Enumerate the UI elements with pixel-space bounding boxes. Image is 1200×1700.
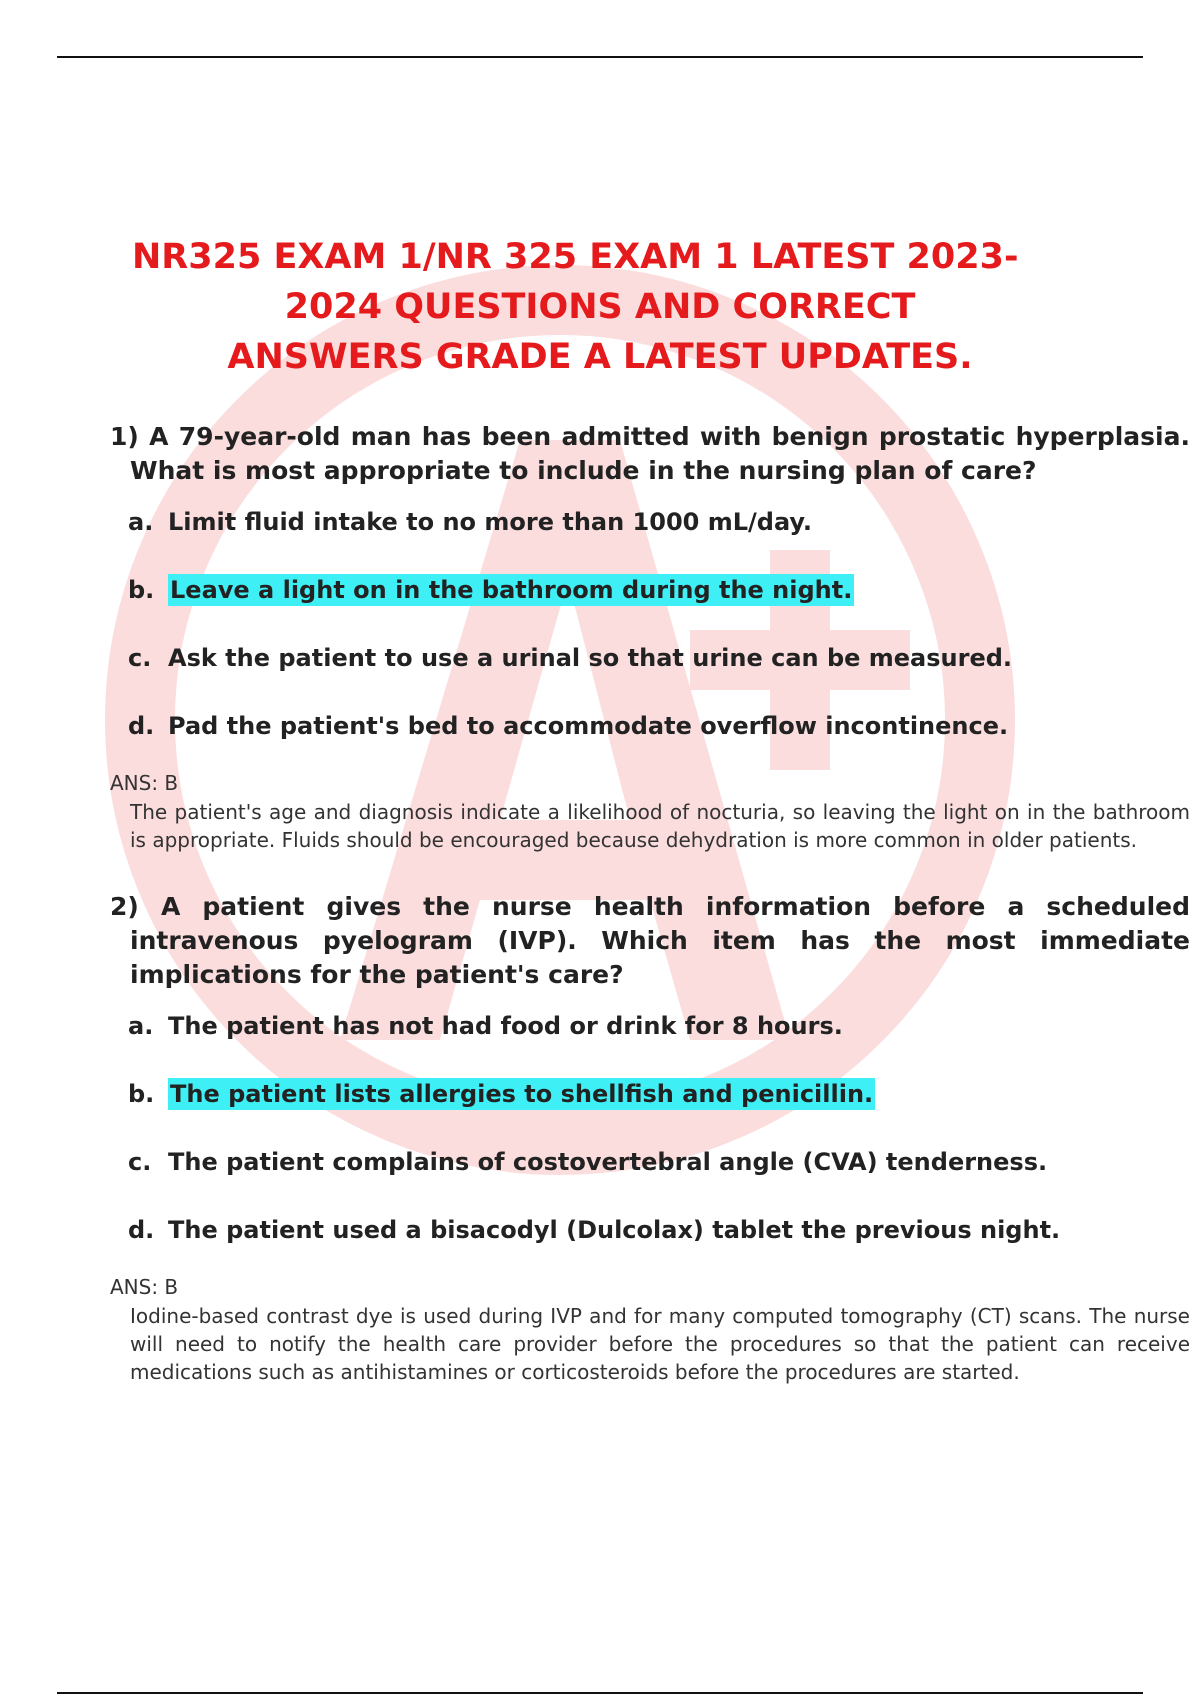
option-letter: b.	[128, 1080, 155, 1108]
answer-options	[110, 1010, 1190, 1246]
answer-option	[128, 642, 1190, 674]
answer-option	[128, 1010, 1190, 1042]
title-line: ANSWERS GRADE A LATEST UPDATES.	[227, 337, 973, 377]
option-text: The patient has not had food or drink for 8 hours.	[168, 1012, 843, 1040]
question-stem: A patient gives the nurse health information before a scheduled intravenous pyelogram (IVP). Which item has the most immediate implications for the patient's care?	[130, 892, 1190, 989]
option-text: Ask the patient to use a urinal so that urine can be measured.	[168, 644, 1013, 672]
option-letter: c.	[128, 1148, 152, 1176]
question-block	[110, 890, 1190, 1386]
option-letter: d.	[128, 712, 155, 740]
option-text: Pad the patient's bed to accommodate overflow incontinence.	[168, 712, 1009, 740]
top-rule	[57, 56, 1143, 58]
option-letter: a.	[128, 1012, 154, 1040]
option-text-highlighted: Leave a light on in the bathroom during the night.	[170, 576, 853, 604]
title-line: NR325 EXAM 1/NR 325 EXAM 1 LATEST 2023-	[132, 237, 1019, 277]
answer-option	[128, 710, 1190, 742]
document-title	[100, 232, 1100, 382]
question-text	[110, 420, 1190, 488]
answer-option-correct	[128, 1078, 1190, 1110]
questions-list	[110, 420, 1190, 1422]
option-letter: b.	[128, 576, 155, 604]
answer-explanation: The patient's age and diagnosis indicate a likelihood of nocturia, so leaving the light on in the bathroom is appropriate. Fluids should be encouraged because dehydration is more common in older patients.	[130, 800, 1190, 852]
answer-option-correct	[128, 574, 1190, 606]
answer-explanation: Iodine-based contrast dye is used during IVP and for many computed tomography (CT) scans. The nurse will need to notify the health care provider before the procedures so that the patient can receive medications such as antihistamines or corticosteroids before the procedures are started.	[130, 1304, 1190, 1384]
option-letter: a.	[128, 508, 154, 536]
answer-option	[128, 1146, 1190, 1178]
question-number: 1)	[110, 422, 139, 451]
option-text: The patient complains of costovertebral angle (CVA) tenderness.	[168, 1148, 1048, 1176]
option-text: The patient used a bisacodyl (Dulcolax) tablet the previous night.	[168, 1216, 1061, 1244]
answer-key: ANS: B	[110, 771, 179, 795]
answer-option	[128, 506, 1190, 538]
title-line: 2024 QUESTIONS AND CORRECT	[284, 287, 916, 327]
question-block	[110, 420, 1190, 854]
bottom-rule	[57, 1692, 1143, 1694]
question-text	[110, 890, 1190, 992]
question-stem: A 79-year-old man has been admitted with benign prostatic hyperplasia. What is most appropriate to include in the nursing plan of care?	[130, 422, 1190, 485]
answer-key: ANS: B	[110, 1275, 179, 1299]
question-number: 2)	[110, 892, 139, 921]
option-letter: c.	[128, 644, 152, 672]
option-text: Limit fluid intake to no more than 1000 mL/day.	[168, 508, 812, 536]
answer-options	[110, 506, 1190, 742]
answer-option	[128, 1214, 1190, 1246]
option-letter: d.	[128, 1216, 155, 1244]
option-text-highlighted: The patient lists allergies to shellfish and penicillin.	[170, 1080, 874, 1108]
